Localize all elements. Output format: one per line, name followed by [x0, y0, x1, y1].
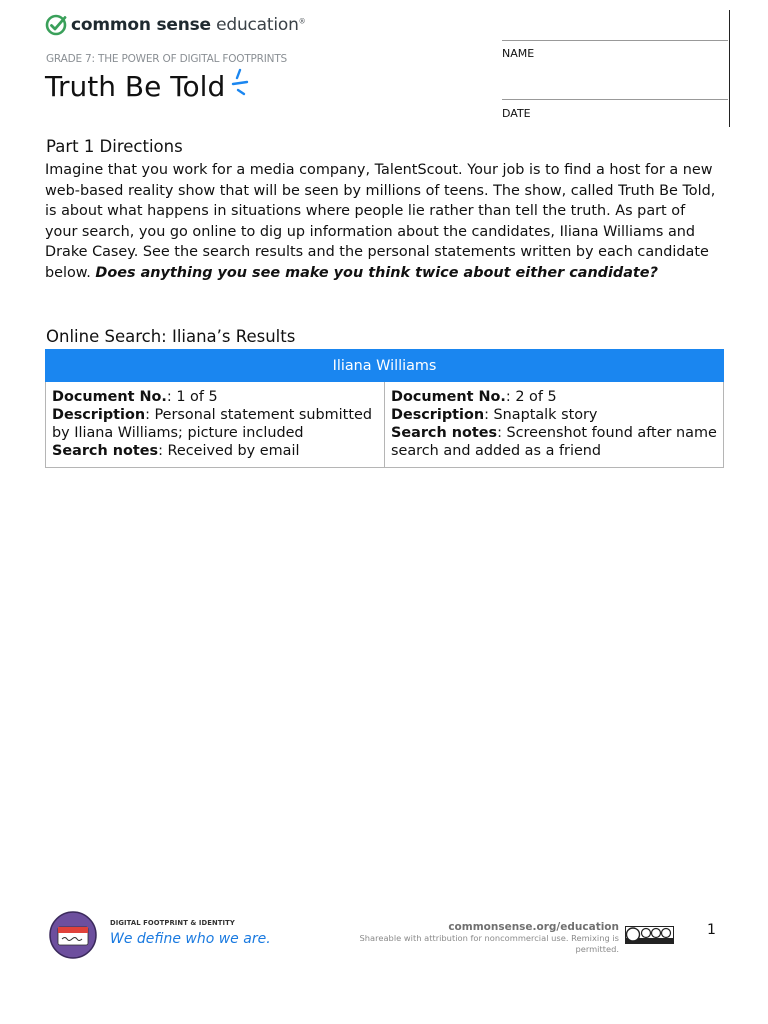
description-value: : Snaptalk story	[484, 407, 598, 423]
search-heading: Online Search: Iliana’s Results	[46, 327, 296, 346]
page-number: 1	[707, 922, 716, 938]
logo-registered-mark: ®	[298, 17, 306, 26]
footer-kicker: DIGITAL FOOTPRINT & IDENTITY	[110, 919, 235, 927]
name-label: NAME	[502, 47, 535, 60]
search-notes-label: Search notes	[391, 425, 498, 441]
document-number-value: : 1 of 5	[166, 389, 218, 405]
logo-wordmark-bold: common sense	[71, 15, 211, 35]
table-header: Iliana Williams	[46, 350, 724, 382]
date-label: DATE	[502, 107, 531, 120]
common-sense-logo	[45, 14, 305, 36]
name-date-box	[502, 10, 730, 127]
description-line	[52, 406, 378, 442]
table-row	[46, 382, 724, 468]
date-line	[502, 99, 728, 100]
document-number-line	[391, 388, 717, 406]
checkmark-circle-icon	[45, 14, 67, 36]
directions-body	[45, 160, 720, 284]
document-number-line	[52, 388, 378, 406]
hello-i-am-badge-icon	[49, 911, 97, 959]
document-number-label: Document No.	[391, 389, 506, 405]
page-title	[45, 70, 253, 103]
logo-wordmark	[71, 15, 305, 35]
description-label: Description	[52, 407, 146, 423]
footer-license-text: Shareable with attribution for noncommercial use. Remixing is permitted.	[359, 933, 619, 954]
name-line	[502, 40, 728, 41]
description-label: Description	[391, 407, 485, 423]
document-number-label: Document No.	[52, 389, 167, 405]
footer-attribution	[329, 921, 619, 955]
search-notes-line	[391, 424, 717, 460]
document-cell-1	[46, 382, 385, 468]
search-results-table	[45, 349, 724, 468]
footer-tagline: We define who we are.	[110, 931, 271, 947]
search-notes-label: Search notes	[52, 443, 159, 459]
search-notes-line	[52, 442, 378, 460]
spark-icon	[231, 68, 253, 102]
document-cell-2	[385, 382, 724, 468]
search-notes-value: : Screenshot found after name search and added as a friend	[391, 425, 717, 459]
document-number-value: : 2 of 5	[505, 389, 557, 405]
creative-commons-by-nc-sa-icon	[625, 926, 674, 944]
footer-site-link[interactable]: commonsense.org/education	[448, 921, 619, 933]
description-value: : Personal statement submitted by Iliana Williams; picture included	[52, 407, 372, 441]
logo-wordmark-light: education	[216, 15, 299, 35]
table-header-row	[46, 350, 724, 382]
directions-text: Imagine that you work for a media company, TalentScout. Your job is to find a host for a new web-based reality show that will be seen by millions of teens. The show, called Truth Be Told, is about what happens in situations where people lie rather than tell the truth. As part of your search, you go online to dig up information about the candidates, Iliana Williams and Drake Casey. See the search results and the personal statements written by each candidate below.	[45, 162, 716, 281]
directions-heading: Part 1 Directions	[46, 137, 183, 156]
description-line	[391, 406, 717, 424]
directions-emphasis: Does anything you see make you think twice about either candidate?	[95, 264, 658, 281]
grade-label: GRADE 7: THE POWER OF DIGITAL FOOTPRINTS	[46, 53, 287, 65]
page-title-text: Truth Be Told	[45, 70, 226, 103]
search-notes-value: : Received by email	[158, 443, 300, 459]
